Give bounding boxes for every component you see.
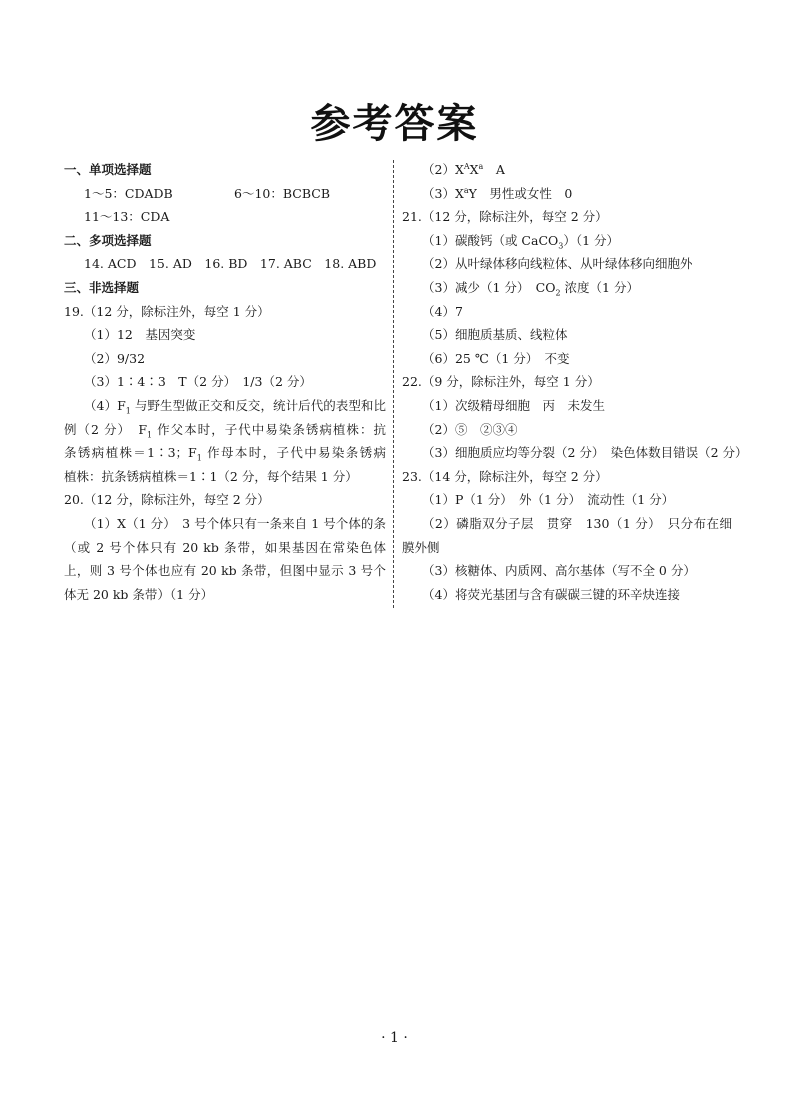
answer-line: 植株：抗条锈病植株＝1∶1（2 分，每个结果 1 分） [64, 468, 358, 484]
subscript: 2 [555, 288, 561, 298]
answer-text: X [469, 162, 479, 177]
answer-line: 上，则 3 号个体也应有 20 kb 条带，但图中显示 3 号个 [64, 563, 386, 579]
answer-text: ）（1 分） [563, 232, 620, 248]
answer-line: （1）次级精母细胞 丙 未发生 [422, 397, 605, 413]
answer-line [64, 418, 386, 442]
answer-line [64, 394, 386, 418]
answer-line: （1）P（1 分） 外（1 分） 流动性（1 分） [422, 492, 675, 508]
answer-line: （3）细胞质应均等分裂（2 分） 染色体数目错误（2 分） [422, 445, 748, 461]
answer-text: 例（2 分） F [64, 421, 147, 437]
question-header: 23.（14 分，除标注外，每空 2 分） [402, 468, 608, 484]
answer-text: （3）X [422, 185, 464, 201]
question-header: 21.（12 分，除标注外，每空 2 分） [402, 209, 608, 225]
answer-line: 11～13：CDA [84, 209, 170, 225]
answer-line [402, 276, 732, 300]
subscript: 1 [147, 430, 153, 440]
answer-line: （4）将荧光基团与含有碳碳三键的环辛炔连接 [422, 586, 680, 602]
answer-line: （6）25 ℃（1 分） 不变 [422, 350, 570, 366]
right-column [402, 158, 748, 606]
subscript: 3 [558, 241, 564, 251]
answer-line: （或 2 号个体只有 20 kb 条带，如果基因在常染色体 [64, 539, 386, 555]
answer-line [402, 182, 732, 206]
answer-text: 作母本时，子代中易染条锈病 [201, 445, 386, 461]
answer-line [64, 441, 386, 465]
subscript: 1 [125, 406, 131, 416]
answer-line: （4）7 [422, 303, 463, 319]
answer-line: （1）X（1 分） 3 号个体只有一条来自 1 号个体的条 [84, 515, 386, 531]
left-column [64, 158, 386, 606]
section-heading: 一、单项选择题 [64, 162, 152, 177]
column-divider [393, 160, 394, 608]
superscript: a [478, 161, 484, 171]
question-header: 22.（9 分，除标注外，每空 1 分） [402, 374, 600, 390]
answer-line: （2）9/32 [84, 350, 146, 366]
answer-text: A [483, 162, 505, 177]
answer-text: （3）减少（1 分） CO [422, 279, 556, 295]
page-title: 参考答案 [310, 101, 479, 147]
answer-text: 6～10：BCBCB [234, 185, 331, 201]
superscript: a [463, 185, 469, 195]
answer-text: （4）F [84, 397, 126, 413]
answer-line: （2）磷脂双分子层 贯穿 130（1 分） 只分布在细 [422, 515, 732, 531]
answer-line: （3）核糖体、内质网、高尔基体（写不全 0 分） [422, 563, 696, 579]
answer-text: （2）X [422, 162, 464, 177]
section-heading: 二、多项选择题 [64, 232, 152, 248]
answer-line: （1）12 基因突变 [84, 327, 196, 343]
section-heading: 三、非选择题 [64, 279, 140, 295]
answer-text: （1）碳酸钙（或 CaCO [422, 232, 559, 248]
answer-text: Y 男性或女性 0 [468, 185, 573, 201]
question-header: 20.（12 分，除标注外，每空 2 分） [64, 492, 270, 508]
answer-line: （2）⑤ ②③④ [422, 421, 518, 437]
answer-line: （5）细胞质基质、线粒体 [422, 327, 568, 343]
answer-line: （3）1∶4∶3 T（2 分） 1/3（2 分） [84, 374, 312, 390]
answer-text: 浓度（1 分） [560, 279, 639, 295]
page-number: · 1 · [381, 1030, 408, 1046]
answer-text: 与野生型做正交和反交，统计后代的表型和比 [130, 397, 386, 413]
answer-line [402, 229, 732, 253]
answer-line [64, 182, 386, 206]
answer-text: 条锈病植株＝1∶3；F [64, 445, 197, 461]
answer-text: 1～5：CDADB [84, 185, 173, 201]
answer-line: 体无 20 kb 条带）（1 分） [64, 586, 214, 602]
answer-line: 14. ACD 15. AD 16. BD 17. ABC 18. ABD [84, 256, 377, 272]
answer-line: （2）从叶绿体移向线粒体、从叶绿体移向细胞外 [422, 256, 693, 272]
subscript: 1 [196, 453, 202, 463]
answer-line [402, 158, 732, 182]
answer-text: 作父本时，子代中易染条锈病植株：抗 [152, 421, 386, 437]
question-header: 19.（12 分，除标注外，每空 1 分） [64, 303, 270, 319]
answer-line: 膜外侧 [402, 539, 440, 555]
superscript: A [463, 161, 470, 171]
